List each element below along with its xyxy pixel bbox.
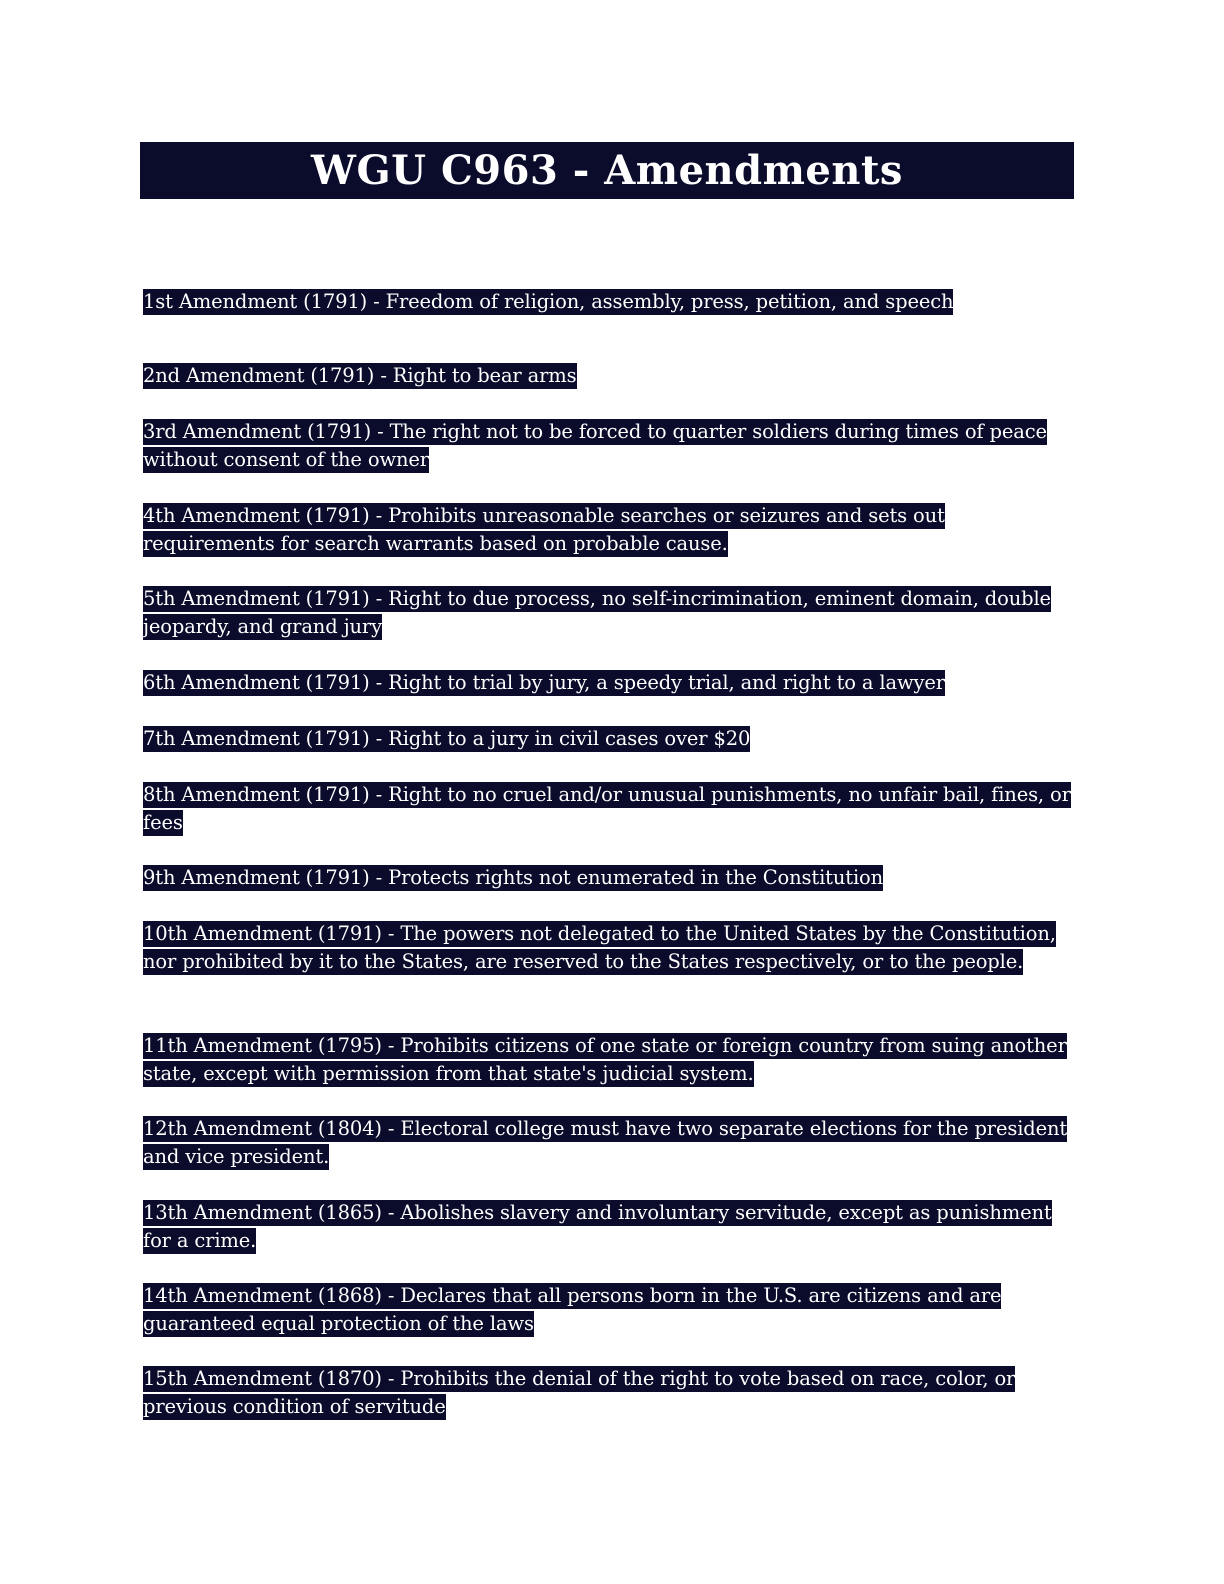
amendment-text: 15th Amendment (1870) - Prohibits the denial of the right to vote based on race, color, or previous condition of servitude bbox=[143, 1367, 1016, 1418]
amendment-text: 14th Amendment (1868) - Declares that all persons born in the U.S. are citizens and are guaranteed equal protection of the laws bbox=[143, 1284, 1002, 1335]
amendment-text: 13th Amendment (1865) - Abolishes slavery and involuntary servitude, except as punishment for a crime. bbox=[143, 1201, 1052, 1252]
amendment-item bbox=[143, 1199, 1078, 1255]
amendment-text: 7th Amendment (1791) - Right to a jury in civil cases over $20 bbox=[143, 727, 751, 750]
amendment-item bbox=[143, 781, 1078, 837]
amendment-item bbox=[143, 362, 1078, 390]
page-title: WGU C963 - Amendments bbox=[311, 146, 903, 194]
amendment-item bbox=[143, 1365, 1078, 1421]
title-banner bbox=[140, 142, 1074, 199]
amendment-item bbox=[143, 418, 1078, 474]
amendment-text: 3rd Amendment (1791) - The right not to be forced to quarter soldiers during times of peace without consent of the owner bbox=[143, 420, 1047, 471]
amendment-item bbox=[143, 1282, 1078, 1338]
amendment-item bbox=[143, 288, 1078, 316]
amendment-text: 12th Amendment (1804) - Electoral college must have two separate elections for the president and vice president. bbox=[143, 1117, 1068, 1168]
amendment-text: 10th Amendment (1791) - The powers not delegated to the United States by the Constitution, nor prohibited by it to the States, are reserved to the States respectively, or to the people. bbox=[143, 922, 1056, 973]
amendment-text: 9th Amendment (1791) - Protects rights not enumerated in the Constitution bbox=[143, 866, 884, 889]
amendment-item bbox=[143, 920, 1078, 976]
amendment-item bbox=[143, 669, 1078, 697]
amendment-text: 11th Amendment (1795) - Prohibits citizens of one state or foreign country from suing another state, except with permission from that state's judicial system. bbox=[143, 1034, 1067, 1085]
amendment-text: 8th Amendment (1791) - Right to no cruel and/or unusual punishments, no unfair bail, fines, or fees bbox=[143, 783, 1071, 834]
amendment-item bbox=[143, 864, 1078, 892]
amendment-text: 4th Amendment (1791) - Prohibits unreasonable searches or seizures and sets out requirements for search warrants based on probable cause. bbox=[143, 504, 945, 555]
amendment-item bbox=[143, 502, 1078, 558]
amendment-text: 6th Amendment (1791) - Right to trial by jury, a speedy trial, and right to a lawyer bbox=[143, 671, 945, 694]
amendment-text: 2nd Amendment (1791) - Right to bear arms bbox=[143, 364, 577, 387]
amendment-item bbox=[143, 1115, 1078, 1171]
amendment-item bbox=[143, 585, 1078, 641]
amendment-item bbox=[143, 1032, 1078, 1088]
amendment-text: 1st Amendment (1791) - Freedom of religion, assembly, press, petition, and speech bbox=[143, 290, 954, 313]
amendment-item bbox=[143, 725, 1078, 753]
amendment-text: 5th Amendment (1791) - Right to due process, no self-incrimination, eminent domain, double jeopardy, and grand jury bbox=[143, 587, 1051, 638]
